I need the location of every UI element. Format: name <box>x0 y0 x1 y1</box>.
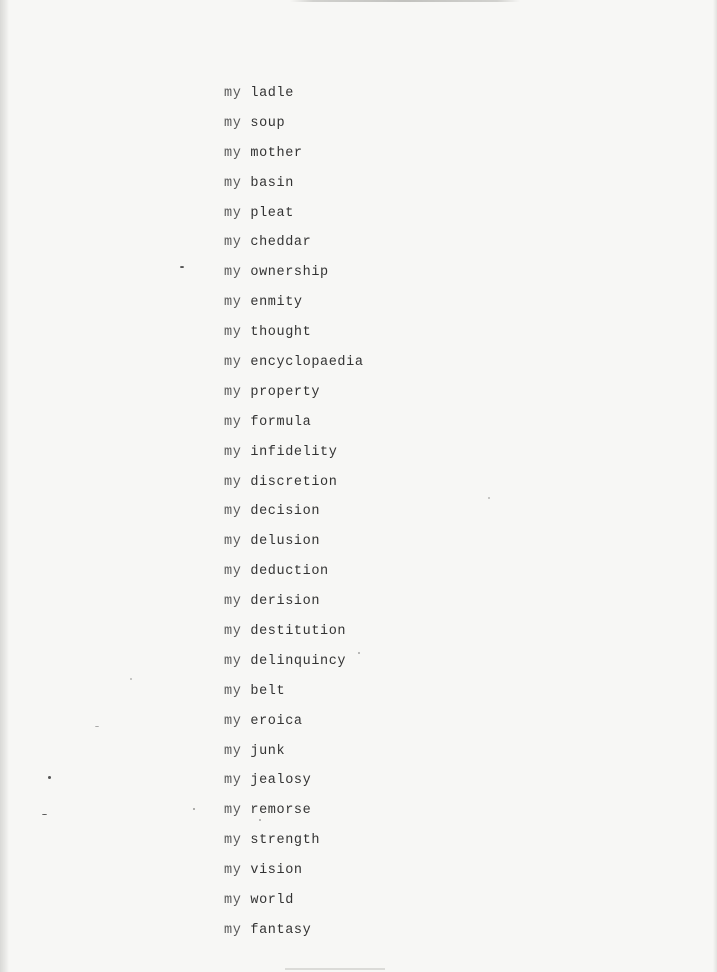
line-prefix: my <box>224 773 242 789</box>
typed-line <box>224 891 364 921</box>
scan-speck <box>130 678 132 680</box>
line-word: delusion <box>250 534 321 550</box>
scan-speck <box>488 497 490 499</box>
scan-speck <box>48 776 51 779</box>
typed-line <box>224 831 364 861</box>
typed-line <box>224 742 364 772</box>
line-prefix: my <box>224 863 242 879</box>
line-word: ladle <box>250 86 294 101</box>
typed-line <box>224 652 364 682</box>
line-word: property <box>250 384 321 400</box>
line-prefix: my <box>224 803 242 819</box>
line-prefix: my <box>224 893 242 909</box>
typed-line <box>224 263 364 293</box>
line-prefix: my <box>224 653 242 669</box>
typed-line <box>224 532 364 562</box>
line-word: discretion <box>250 474 338 490</box>
line-word: strength <box>250 833 321 849</box>
scan-speck <box>42 814 47 815</box>
typed-line <box>224 592 364 622</box>
bottom-scan-artifact <box>285 968 385 970</box>
typed-line <box>224 502 364 532</box>
word-list <box>224 84 364 951</box>
line-word: pleat <box>250 205 294 221</box>
line-word: junk <box>250 743 286 759</box>
line-word: cheddar <box>250 235 312 251</box>
page-right-edge <box>713 0 717 972</box>
line-prefix: my <box>224 295 242 311</box>
typed-line <box>224 174 364 204</box>
line-prefix: my <box>224 534 242 550</box>
line-word: eroica <box>250 713 303 729</box>
line-word: ownership <box>250 265 329 281</box>
line-prefix: my <box>224 564 242 580</box>
typed-line <box>224 233 364 263</box>
typed-line <box>224 443 364 473</box>
scan-speck <box>180 266 184 268</box>
line-word: basin <box>250 175 294 191</box>
line-word: world <box>250 893 294 909</box>
line-word: jealosy <box>250 773 312 789</box>
line-prefix: my <box>224 444 242 460</box>
line-word: encyclopaedia <box>250 355 364 371</box>
line-prefix: my <box>224 414 242 430</box>
page-binding-edge <box>0 0 9 972</box>
typed-line <box>224 84 364 114</box>
line-word: formula <box>250 414 312 430</box>
typed-line <box>224 114 364 144</box>
line-prefix: my <box>224 683 242 699</box>
typed-line <box>224 622 364 652</box>
line-prefix: my <box>224 713 242 729</box>
typed-line <box>224 323 364 353</box>
line-word: delinquincy <box>250 653 347 669</box>
line-prefix: my <box>224 624 242 640</box>
typed-line <box>224 383 364 413</box>
line-prefix: my <box>224 474 242 490</box>
line-word: destitution <box>250 624 347 640</box>
line-word: thought <box>250 325 312 341</box>
typed-line <box>224 801 364 831</box>
typed-line <box>224 413 364 443</box>
typed-line <box>224 771 364 801</box>
line-word: soup <box>250 115 286 131</box>
line-prefix: my <box>224 833 242 849</box>
line-prefix: my <box>224 265 242 281</box>
line-prefix: my <box>224 743 242 759</box>
line-word: infidelity <box>250 444 338 460</box>
typed-line <box>224 473 364 503</box>
typed-line <box>224 682 364 712</box>
line-prefix: my <box>224 922 242 938</box>
scan-speck <box>95 726 99 727</box>
line-prefix: my <box>224 205 242 221</box>
line-prefix: my <box>224 235 242 251</box>
typed-line <box>224 144 364 174</box>
typed-line <box>224 204 364 234</box>
line-word: belt <box>250 683 286 699</box>
line-word: deduction <box>250 564 329 580</box>
line-word: derision <box>250 594 321 610</box>
line-word: enmity <box>250 295 303 311</box>
typed-line <box>224 712 364 742</box>
line-prefix: my <box>224 145 242 161</box>
line-prefix: my <box>224 325 242 341</box>
typed-line <box>224 921 364 951</box>
line-word: remorse <box>250 803 312 819</box>
line-prefix: my <box>224 384 242 400</box>
line-prefix: my <box>224 115 242 131</box>
line-prefix: my <box>224 504 242 520</box>
typed-line <box>224 562 364 592</box>
line-word: fantasy <box>250 922 312 938</box>
typed-line <box>224 293 364 323</box>
line-prefix: my <box>224 86 242 101</box>
top-scan-artifact <box>290 0 520 2</box>
line-word: mother <box>250 145 303 161</box>
line-prefix: my <box>224 355 242 371</box>
line-word: decision <box>250 504 321 520</box>
line-word: vision <box>250 863 303 879</box>
typed-line <box>224 353 364 383</box>
typed-line <box>224 861 364 891</box>
line-prefix: my <box>224 175 242 191</box>
line-prefix: my <box>224 594 242 610</box>
scan-speck <box>193 808 195 810</box>
